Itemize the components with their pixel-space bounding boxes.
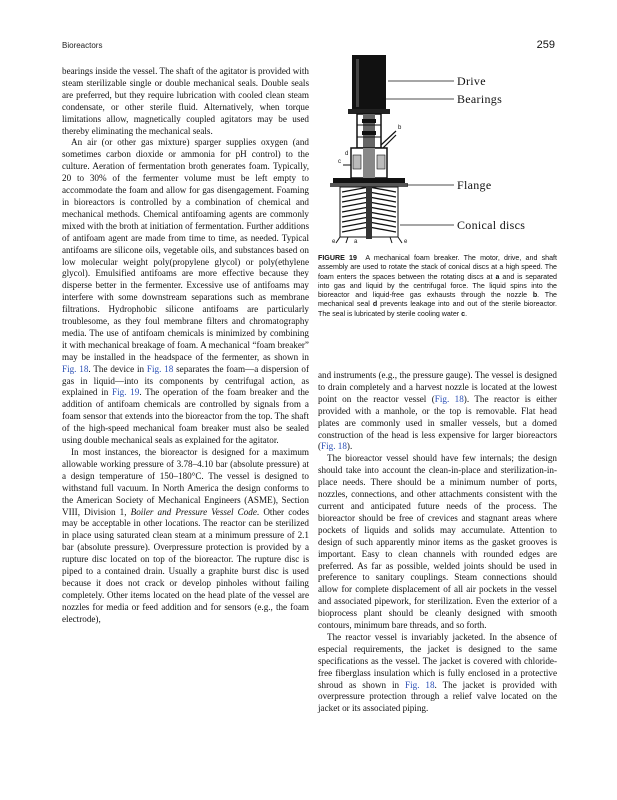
right-column xyxy=(318,370,557,715)
conical-discs-label: Conical discs xyxy=(457,218,526,232)
flange-label: Flange xyxy=(457,178,492,192)
figure-link[interactable]: Fig. 18 xyxy=(434,393,464,404)
left-column xyxy=(62,66,309,626)
drive-shaft-lower xyxy=(366,187,372,239)
figure-link[interactable]: Fig. 18 xyxy=(405,679,435,690)
paragraph: An air (or other gas mixture) sparger supplies oxygen (and sometimes carbon dioxide or ammonia for pH control) to the culture. Aeration of fermentation broth generates foam. Typically, 20 to 30% of the fermenter volume must be left empty to accommodate the foam and allow for gas disengagement. Foaming in bioreactors is controlled by a combination of chemical and mechanical methods. Chemical antifoaming agents are commonly mixed with the broth at initiation of fermentation. Further additions of antifoam agent are made from time to time, as needed. Typical antifoams are silicone oils, vegetable oils, and substances based on low molecular weight poly(propylene glycol) or poly(ethylene glycol). Emulsified antifoams are more effective because they disperse better in the fermenter. Excessive use of antifoams may interfere with some downstream separations such as membrane filtrations. Hydrophobic silicone antifoams are particularly troublesome, as they foul membrane filters and chromatography media. The use of antifoam chemicals is minimized by combining it with mechanical breakage of foam. A mechanical “foam breaker” may be installed in the headspace of the fermenter, as shown in Fig. 18. The device in Fig. 18 separates the foam—a dispersion of gas in liquid—into its components by centrifugal action, as explained in Fig. 19. The operation of the foam breaker and the addition of antifoam chemicals are controlled by signals from a foam sensor that extends into the bioreactor from the top. The shaft of the high-speed mechanical foam breaker must also be sealed using double mechanical seals as explained for the agitator. xyxy=(62,137,309,446)
letter-a: a xyxy=(354,239,358,245)
flange-plate xyxy=(333,178,405,183)
paragraph: In most instances, the bioreactor is designed for a maximum allowable working pressure of 3.78–4.10 bar (absolute pressure) at a design temperature of 150–180°C. The vessel is designed to withstand full vacuum. In North America the design conforms to the American Society of Mechanical Engineers (ASME), Section VIII, Division 1, Boiler and Pressure Vessel Code. Other codes may be acceptable in other locations. The reactor can be sterilized in place using saturated clean steam at a minimum pressure of 2.1 bar (absolute pressure). Overpressure protection is provided by a rupture disc located on top of the bioreactor. The rupture disc is piped to a contained drain. Usually a graphite burst disc is used because it does not crack or develop pinholes without failing completely. Other items located on the head plate of the vessel are nozzles for media or feed addition and for sensors (e.g., the foam electrode), xyxy=(62,447,309,624)
figure-link[interactable]: Fig. 19 xyxy=(112,387,140,398)
figure-caption: FIGURE 19 A mechanical foam breaker. The motor, drive, and shaft assembly are used to rotate the stack of conical discs at a high speed. The foam enters the spaces between the rotating discs at a and is separated into gas and liquid by the centrifugal force. The liquid spins into the bioreactor and liquid-free gas exhausts through the nozzle b. The mechanical seal d prevents leakage into and out of the sterile bioreactor. The seal is lubricated by sterile cooling water c. xyxy=(318,254,557,318)
figure-link[interactable]: Fig. 18 xyxy=(321,441,347,452)
drive-label: Drive xyxy=(457,74,486,88)
bearings-label: Bearings xyxy=(457,92,503,106)
figure-link[interactable]: Fig. 18 xyxy=(62,363,89,374)
bearing xyxy=(362,131,376,135)
paragraph: The bioreactor vessel should have few internals; the design should take into account the clean-in-place and sterilization-in-place needs. There should be a minimum number of ports, nozzles, connections, and other attachments consistent with the current and anticipated future needs of the process. The bioreactor should be free of crevices and stagnant areas where pockets of liquids and solids may accumulate. Attention to design of such apparently minor items as the gasket grooves is important. Easy to clean channels with rounded edges are preferred. As far as possible, welded joints should be used in preference to sanitary couplings. Steam connections should allow for complete displacement of all air pockets in the vessel and associated pipework, for sterilization. Even the exterior of a bioprocess plant should be cleanly designed with smooth contours, minimum bare threads, and so forth. xyxy=(318,453,557,631)
drive-shaft-mid xyxy=(363,148,375,178)
figure-link[interactable]: Fig. 18 xyxy=(146,363,174,374)
page-number: 259 xyxy=(536,39,555,51)
letter-e-right: e xyxy=(404,239,408,245)
page-header xyxy=(62,40,555,54)
foam-breaker-drawing xyxy=(318,55,557,245)
letter-b: b xyxy=(398,125,402,131)
bearing xyxy=(362,119,376,123)
letter-e-left: e xyxy=(332,239,336,245)
running-head: Bioreactors xyxy=(62,41,103,50)
letter-c: c xyxy=(338,159,341,165)
paragraph: bearings inside the vessel. The shaft of the agitator is provided with steam sterilizable single or double mechanical seals. Double seals are preferred, but they require lubrication with cooled clean steam condensate, or other sterile fluid. Alternatively, when torque limitations allow, magnetically coupled agitators may be used thereby eliminating the mechanical seals. xyxy=(62,66,309,136)
motor-highlight xyxy=(356,59,359,107)
foam-breaker-figure xyxy=(318,55,557,245)
seal-right xyxy=(377,155,385,169)
paragraph: The reactor vessel is invariably jacketed. In the absence of especial requirements, the jacket is designed to the same specifications as the vessel. The jacket is covered with chloride-free fiberglass insulation which is fully enclosed in a protective shroud as shown in Fig. 18. The jacket is provided with overpressure protection through a relief valve located on the jacket or its associated piping. xyxy=(318,631,557,714)
seal-left xyxy=(353,155,361,169)
letter-d: d xyxy=(345,151,349,157)
paragraph: and instruments (e.g., the pressure gauge). The vessel is designed to drain completely and a harvest nozzle is located at the lowest point on the reactor vessel (Fig. 18). The reactor is either provided with a manhole, or the top is removable. Flat head plates are commonly used in smaller vessels, but a domed construction of the head is less expensive for larger bioreactors (Fig. 18). xyxy=(318,370,557,452)
